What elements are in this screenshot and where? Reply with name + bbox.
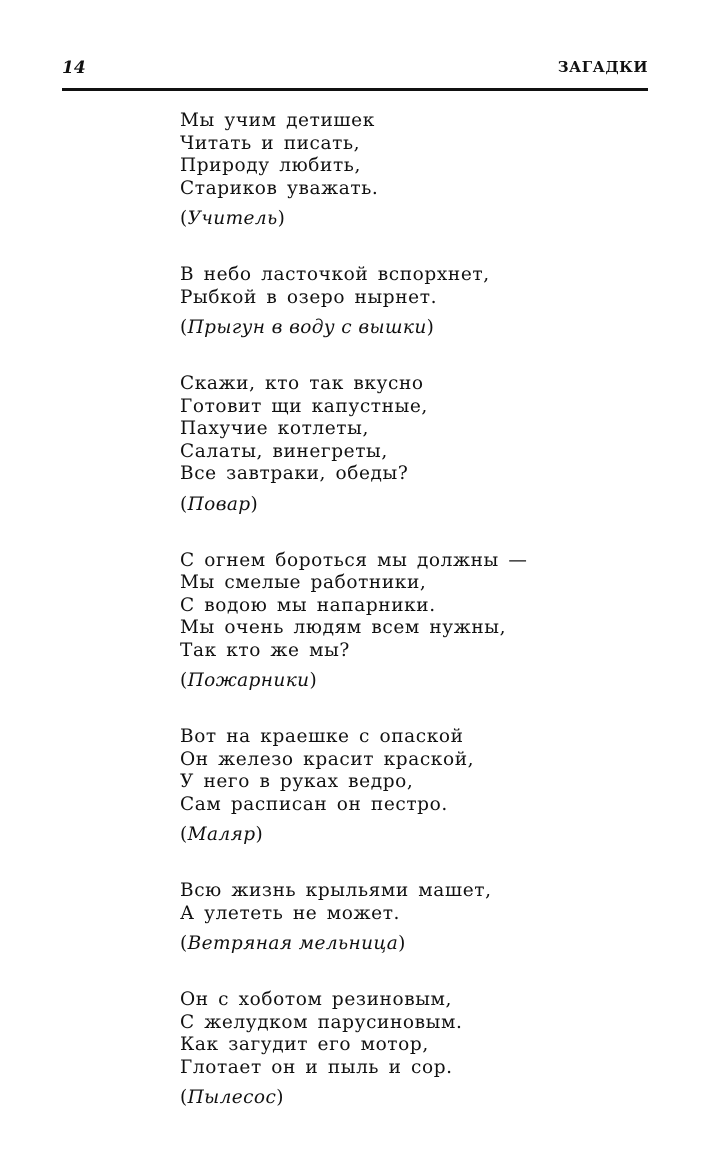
verse-line: Готовит щи капустные,	[180, 395, 428, 417]
verse-line: С огнем бороться мы должны —	[180, 549, 528, 571]
verse-line: Рыбкой в озеро нырнет.	[180, 286, 438, 308]
verse-line: Всю жизнь крыльями машет,	[180, 880, 492, 901]
verse-line: Природу любить,	[180, 155, 361, 176]
answer-text: Ветряная мельница	[187, 933, 399, 954]
verse-line: Он железо красит краской,	[180, 748, 475, 770]
riddle-diver	[180, 264, 620, 339]
riddle-answer: (Ветряная мельница)	[180, 933, 406, 954]
riddle-answer: (Маляр)	[180, 824, 264, 845]
answer-text: Повар	[187, 493, 251, 515]
verse-line: Вот на краешке с опаской	[180, 726, 464, 747]
verse-line: Сам расписан он пестро.	[180, 793, 448, 815]
riddle-answer: (Повар)	[180, 493, 259, 515]
riddle-windmill	[180, 880, 620, 955]
verse-line: Так кто же мы?	[180, 639, 350, 661]
riddle-painter	[180, 726, 620, 846]
answer-text: Пожарники	[187, 670, 310, 691]
answer-text: Пылесос	[187, 1087, 277, 1108]
riddle-vacuum-cleaner	[180, 989, 620, 1109]
verse-line: Мы учим детишек	[180, 110, 375, 131]
verse-line: Как загудит его мотор,	[180, 1034, 429, 1055]
verse-line: В небо ласточкой вспорхнет,	[180, 264, 490, 285]
riddle-answer: (Пожарники)	[180, 670, 318, 691]
verse-line: Пахучие котлеты,	[180, 418, 369, 439]
verse-line: С желудком парусиновым.	[180, 1011, 463, 1033]
riddle-answer: (Учитель)	[180, 208, 286, 229]
verse-line: У него в руках ведро,	[180, 771, 414, 792]
riddle-teacher	[180, 110, 620, 230]
verse-line: Глотает он и пыль и сор.	[180, 1056, 453, 1078]
answer-text: Учитель	[187, 208, 278, 229]
answer-text: Маляр	[187, 824, 256, 845]
answer-text: Прыгун в воду с вышки	[187, 317, 427, 338]
riddle-answer: (Пылесос)	[180, 1087, 284, 1108]
verse-line: А улететь не может.	[180, 902, 401, 924]
page-header	[62, 54, 648, 91]
verse-line: Стариков уважать.	[180, 177, 379, 199]
verse-line: Салаты, винегреты,	[180, 440, 388, 462]
riddle-list	[180, 110, 620, 1109]
verse-line: Все завтраки, обеды?	[180, 463, 409, 484]
riddle-cook	[180, 373, 620, 516]
verse-line: Мы очень людям всем нужны,	[180, 617, 507, 638]
verse-line: Мы смелые работники,	[180, 572, 427, 593]
riddle-answer: (Прыгун в воду с вышки)	[180, 317, 435, 338]
verse-line: Читать и писать,	[180, 132, 361, 154]
page-number: 14	[62, 58, 86, 78]
riddle-firefighters	[180, 550, 620, 693]
running-title: ЗАГАДКИ	[557, 58, 648, 76]
verse-line: Он с хоботом резиновым,	[180, 989, 452, 1010]
verse-line: С водою мы напарники.	[180, 594, 436, 616]
verse-line: Скажи, кто так вкусно	[180, 373, 424, 394]
